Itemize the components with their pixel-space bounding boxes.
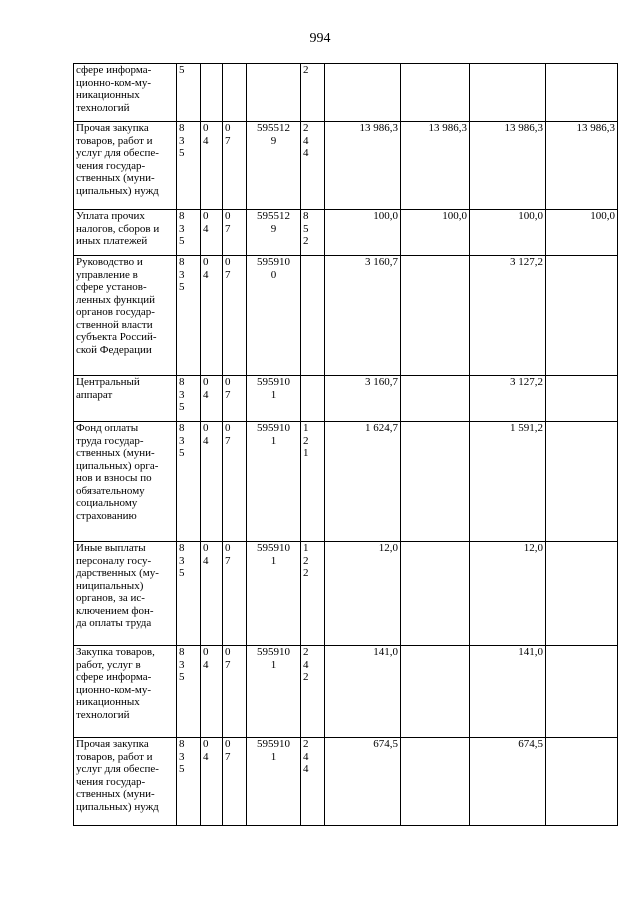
target-article-line: 1 [270, 750, 277, 763]
section-code-cell [201, 542, 223, 646]
section-code-line: 4 [203, 268, 209, 281]
section-code-line: 0 [203, 542, 209, 554]
subsection-code-cell [223, 122, 247, 210]
row-name-line: Прочая закупка [76, 122, 149, 134]
subsection-code-line: 0 [225, 376, 231, 388]
subsection-code-line: 0 [225, 738, 231, 750]
row-name-cell [74, 542, 177, 646]
row-name-line: Центральный [76, 376, 140, 388]
target-article-line: 1 [270, 554, 277, 567]
row-name-line: Прочая закупка [76, 738, 149, 750]
section-code-line: 0 [203, 376, 209, 388]
ministry-code-cell [177, 738, 201, 826]
target-article-line: 1 [270, 434, 277, 447]
row-name-cell [74, 646, 177, 738]
subsection-code-line: 7 [225, 554, 231, 567]
expense-type-cell [301, 64, 325, 122]
expense-type-line: 2 [303, 64, 309, 76]
ministry-code-line: 8 [179, 646, 185, 658]
expense-type-line: 1 [303, 422, 309, 434]
expense-type-line: 4 [303, 658, 309, 671]
section-code-line: 4 [203, 658, 209, 671]
subsection-code-cell [223, 256, 247, 376]
row-name-line: работ, услуг в [76, 658, 141, 671]
amount-col-3-cell: 3 127,2 [470, 376, 546, 422]
row-name-line: чения государ- [76, 159, 146, 172]
subsection-code-cell [223, 738, 247, 826]
expense-type-line: 1 [303, 447, 309, 459]
expense-type-cell [301, 122, 325, 210]
ministry-code-line: 3 [179, 268, 185, 281]
target-article-cell [247, 210, 301, 256]
row-name-line: ключением фон- [76, 604, 154, 617]
amount-col-2-cell [401, 64, 470, 122]
section-code-line: 4 [203, 134, 209, 147]
ministry-code-cell [177, 64, 201, 122]
target-article-line: 595512 [257, 210, 290, 222]
ministry-code-line: 3 [179, 388, 185, 401]
row-name-line: товаров, работ и [76, 750, 153, 763]
section-code-cell [201, 738, 223, 826]
amount-col-2-cell [401, 738, 470, 826]
row-name-line: обязательному [76, 484, 145, 497]
row-name-line: сфере установ- [76, 281, 147, 293]
target-article-line: 595910 [257, 256, 290, 268]
row-name-line: никационных [76, 89, 140, 101]
row-name-line: технологий [76, 708, 130, 721]
row-name-line: да оплаты труда [76, 617, 152, 629]
amount-col-4-cell: 100,0 [546, 210, 618, 256]
row-name-cell [74, 64, 177, 122]
row-name-line: ленных функций [76, 293, 156, 306]
amount-col-3-cell: 3 127,2 [470, 256, 546, 376]
row-name-line: ционно-ком-му- [76, 683, 152, 696]
ministry-code-line: 8 [179, 738, 185, 750]
row-name-line: ственной власти [76, 318, 153, 331]
target-article-cell [247, 64, 301, 122]
amount-col-1-cell: 13 986,3 [325, 122, 401, 210]
expense-type-cell [301, 422, 325, 542]
amount-col-1-cell: 1 624,7 [325, 422, 401, 542]
target-article-cell [247, 646, 301, 738]
subsection-code-line: 0 [225, 542, 231, 554]
table-row [74, 542, 618, 646]
row-name-line: технологий [76, 101, 130, 114]
section-code-line: 0 [203, 646, 209, 658]
row-name-line: товаров, работ и [76, 134, 153, 147]
row-name-cell [74, 256, 177, 376]
row-name-cell [74, 376, 177, 422]
expense-type-line: 2 [303, 567, 309, 579]
amount-col-2-cell [401, 422, 470, 542]
amount-col-1-cell: 3 160,7 [325, 376, 401, 422]
expense-type-line: 2 [303, 122, 309, 134]
amount-col-3-cell: 13 986,3 [470, 122, 546, 210]
section-code-line: 0 [203, 210, 209, 222]
row-name-line: ципальных) орга- [76, 459, 159, 472]
row-name-line: чения государ- [76, 775, 146, 788]
target-article-line: 595910 [257, 738, 290, 750]
ministry-code-line: 8 [179, 422, 185, 434]
row-name-cell [74, 122, 177, 210]
row-name-line: Фонд оплаты [76, 422, 139, 434]
ministry-code-line: 5 [179, 401, 185, 413]
expense-type-cell [301, 210, 325, 256]
ministry-code-cell [177, 210, 201, 256]
section-code-cell [201, 210, 223, 256]
row-name-line: ской Федерации [76, 343, 152, 356]
target-article-cell [247, 122, 301, 210]
amount-col-3-cell [470, 64, 546, 122]
ministry-code-line: 3 [179, 134, 185, 147]
target-article-line: 595910 [257, 422, 290, 434]
ministry-code-cell [177, 376, 201, 422]
amount-col-2-cell: 13 986,3 [401, 122, 470, 210]
target-article-line: 595910 [257, 646, 290, 658]
section-code-cell [201, 376, 223, 422]
row-name-cell [74, 210, 177, 256]
row-name-line: ственных (муни- [76, 788, 155, 800]
row-name-line: налогов, сборов и [76, 222, 160, 235]
amount-col-2-cell [401, 542, 470, 646]
subsection-code-cell [223, 542, 247, 646]
amount-col-4-cell [546, 542, 618, 646]
row-name-line: субъекта Россий- [76, 331, 157, 343]
ministry-code-cell [177, 646, 201, 738]
amount-col-3-cell: 141,0 [470, 646, 546, 738]
ministry-code-line: 3 [179, 658, 185, 671]
target-article-cell [247, 422, 301, 542]
amount-col-1-cell [325, 64, 401, 122]
subsection-code-line: 0 [225, 422, 231, 434]
ministry-code-line: 8 [179, 542, 185, 554]
target-article-cell [247, 376, 301, 422]
amount-col-1-cell: 141,0 [325, 646, 401, 738]
expense-type-cell [301, 646, 325, 738]
ministry-code-line: 5 [179, 447, 185, 459]
row-name-line: сфере информа- [76, 64, 152, 76]
expense-type-line: 2 [303, 671, 309, 683]
subsection-code-line: 7 [225, 134, 231, 147]
amount-col-4-cell [546, 376, 618, 422]
section-code-line: 4 [203, 750, 209, 763]
ministry-code-line: 5 [179, 763, 185, 775]
ministry-code-line: 5 [179, 671, 185, 683]
subsection-code-line: 7 [225, 658, 231, 671]
expense-type-line: 2 [303, 235, 309, 247]
ministry-code-line: 3 [179, 750, 185, 763]
subsection-code-line: 7 [225, 750, 231, 763]
target-article-line: 595512 [257, 122, 290, 134]
ministry-code-line: 5 [179, 281, 185, 293]
subsection-code-line: 0 [225, 646, 231, 658]
amount-col-4-cell [546, 422, 618, 542]
budget-table-body [74, 64, 618, 826]
ministry-code-line: 3 [179, 434, 185, 447]
target-article-cell [247, 542, 301, 646]
row-name-line: социальному [76, 497, 138, 509]
row-name-line: никационных [76, 696, 140, 708]
expense-type-cell [301, 256, 325, 376]
row-name-line: ственных (муни- [76, 447, 155, 459]
section-code-line: 4 [203, 434, 209, 447]
subsection-code-line: 0 [225, 256, 231, 268]
row-name-line: персоналу госу- [76, 554, 152, 567]
target-article-cell [247, 256, 301, 376]
target-article-line: 9 [270, 222, 277, 235]
subsection-code-cell [223, 64, 247, 122]
row-name-line: нов и взносы по [76, 472, 152, 484]
section-code-line: 0 [203, 738, 209, 750]
expense-type-line: 2 [303, 738, 309, 750]
target-article-line: 0 [270, 268, 277, 281]
section-code-cell [201, 646, 223, 738]
amount-col-3-cell: 674,5 [470, 738, 546, 826]
subsection-code-line: 7 [225, 388, 231, 401]
ministry-code-line: 8 [179, 122, 185, 134]
row-name-line: органов, за ис- [76, 592, 145, 604]
subsection-code-line: 7 [225, 268, 231, 281]
amount-col-1-cell: 12,0 [325, 542, 401, 646]
amount-col-4-cell [546, 646, 618, 738]
amount-col-2-cell [401, 646, 470, 738]
section-code-cell [201, 256, 223, 376]
expense-type-line: 2 [303, 434, 309, 447]
amount-col-4-cell [546, 64, 618, 122]
expense-type-line: 5 [303, 222, 309, 235]
amount-col-2-cell [401, 256, 470, 376]
table-row [74, 64, 618, 122]
section-code-cell [201, 122, 223, 210]
row-name-line: дарственных (му- [76, 567, 159, 579]
table-row [74, 738, 618, 826]
table-row [74, 422, 618, 542]
row-name-line: управление в [76, 268, 138, 281]
subsection-code-line: 7 [225, 434, 231, 447]
target-article-line: 1 [270, 658, 277, 671]
ministry-code-cell [177, 422, 201, 542]
subsection-code-cell [223, 646, 247, 738]
table-row [74, 122, 618, 210]
subsection-code-cell [223, 376, 247, 422]
target-article-line: 1 [270, 388, 277, 401]
row-name-line: ципальных) нужд [76, 184, 159, 197]
row-name-line: труда государ- [76, 434, 144, 447]
expense-type-cell [301, 738, 325, 826]
section-code-line: 4 [203, 222, 209, 235]
table-row [74, 256, 618, 376]
row-name-line: аппарат [76, 388, 113, 401]
expense-type-line: 4 [303, 134, 309, 147]
expense-type-line: 4 [303, 763, 309, 775]
expense-type-line: 2 [303, 554, 309, 567]
table-row [74, 646, 618, 738]
amount-col-4-cell: 13 986,3 [546, 122, 618, 210]
row-name-line: Иные выплаты [76, 542, 146, 554]
subsection-code-line: 0 [225, 122, 231, 134]
ministry-code-line: 3 [179, 222, 185, 235]
ministry-code-line: 3 [179, 554, 185, 567]
section-code-line: 0 [203, 422, 209, 434]
amount-col-1-cell: 100,0 [325, 210, 401, 256]
row-name-cell [74, 422, 177, 542]
row-name-line: услуг для обеспе- [76, 763, 159, 775]
ministry-code-line: 5 [179, 147, 185, 159]
expense-type-cell [301, 542, 325, 646]
target-article-line: 9 [270, 134, 277, 147]
ministry-code-cell [177, 542, 201, 646]
expense-type-line: 2 [303, 646, 309, 658]
amount-col-2-cell [401, 376, 470, 422]
section-code-line: 0 [203, 122, 209, 134]
page-number: 994 [309, 31, 331, 46]
row-name-line: Уплата прочих [76, 210, 145, 222]
amount-col-3-cell: 1 591,2 [470, 422, 546, 542]
ministry-code-line: 8 [179, 376, 185, 388]
ministry-code-line: 8 [179, 256, 185, 268]
ministry-code-cell [177, 122, 201, 210]
row-name-cell [74, 738, 177, 826]
ministry-code-line: 8 [179, 210, 185, 222]
table-row [74, 376, 618, 422]
section-code-line: 0 [203, 256, 209, 268]
ministry-code-line: 5 [179, 567, 185, 579]
section-code-line: 4 [203, 388, 209, 401]
row-name-line: органов государ- [76, 306, 155, 318]
row-name-line: Закупка товаров, [76, 646, 155, 658]
row-name-line: услуг для обеспе- [76, 147, 159, 159]
subsection-code-line: 0 [225, 210, 231, 222]
table-row [74, 210, 618, 256]
amount-col-4-cell [546, 738, 618, 826]
row-name-line: иных платежей [76, 235, 148, 247]
row-name-line: ципальных) нужд [76, 800, 159, 813]
expense-type-line: 4 [303, 750, 309, 763]
amount-col-3-cell: 100,0 [470, 210, 546, 256]
ministry-code-cell [177, 256, 201, 376]
expense-type-line: 8 [303, 210, 309, 222]
row-name-line: ционно-ком-му- [76, 76, 152, 89]
amount-col-1-cell: 3 160,7 [325, 256, 401, 376]
subsection-code-cell [223, 210, 247, 256]
ministry-code-line: 5 [179, 235, 185, 247]
expense-type-line: 4 [303, 147, 309, 159]
subsection-code-line: 7 [225, 222, 231, 235]
amount-col-1-cell: 674,5 [325, 738, 401, 826]
section-code-cell [201, 422, 223, 542]
expense-type-line: 1 [303, 542, 309, 554]
ministry-code-line: 5 [179, 64, 185, 76]
target-article-line: 595910 [257, 542, 290, 554]
target-article-cell [247, 738, 301, 826]
subsection-code-cell [223, 422, 247, 542]
row-name-line: ниципальных) [76, 579, 144, 592]
row-name-line: Руководство и [76, 256, 143, 268]
expense-type-cell [301, 376, 325, 422]
row-name-line: страхованию [76, 509, 137, 522]
section-code-line: 4 [203, 554, 209, 567]
amount-col-3-cell: 12,0 [470, 542, 546, 646]
row-name-line: сфере информа- [76, 671, 152, 683]
target-article-line: 595910 [257, 376, 290, 388]
budget-table [73, 63, 618, 826]
amount-col-2-cell: 100,0 [401, 210, 470, 256]
amount-col-4-cell [546, 256, 618, 376]
row-name-line: ственных (муни- [76, 172, 155, 184]
section-code-cell [201, 64, 223, 122]
